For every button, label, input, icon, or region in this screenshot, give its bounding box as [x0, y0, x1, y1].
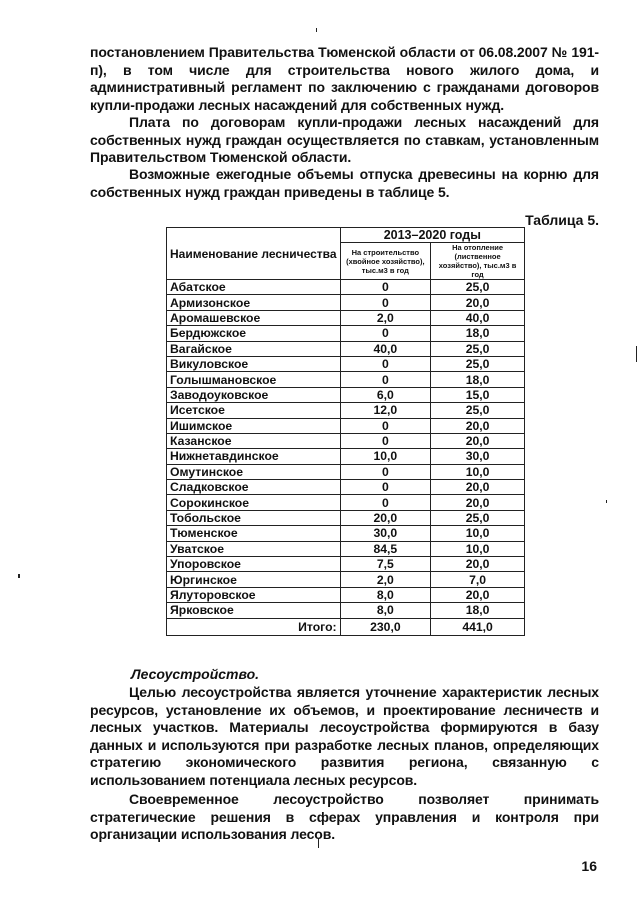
column-header-construction: На строительство (хвойное хозяйство), тыс.м3 в год: [340, 243, 431, 280]
construction-value: 2,0: [340, 310, 431, 325]
forestry-name: Армизонское: [167, 295, 341, 310]
forestry-name: Заводоуковское: [167, 387, 341, 402]
construction-value: 2,0: [340, 572, 431, 587]
construction-value: 0: [340, 418, 431, 433]
column-header-forestry: Наименование лесничества: [167, 228, 341, 280]
construction-value: 0: [340, 495, 431, 510]
heating-value: 20,0: [431, 495, 525, 510]
forestry-name: Уватское: [167, 541, 341, 556]
forestry-name: Ишимское: [167, 418, 341, 433]
column-header-heating: На отопление (лиственное хозяйство), тыс.м3 в год: [431, 243, 525, 280]
heating-value: 25,0: [431, 356, 525, 371]
forestry-name: Абатское: [167, 280, 341, 295]
heating-value: 7,0: [431, 572, 525, 587]
heating-value: 18,0: [431, 372, 525, 387]
column-header-years: 2013–2020 годы: [340, 228, 524, 243]
construction-value: 0: [340, 280, 431, 295]
paragraph-1: постановлением Правительства Тюменской области от 06.08.2007 № 191-п), в том числе для строительства нового жилого дома, и административный регламент по заключению с гражданами договоров купли-продажи лесных насаждений для собственных нужд.: [90, 44, 599, 113]
construction-value: 8,0: [340, 603, 431, 618]
heating-value: 20,0: [431, 295, 525, 310]
construction-value: 10,0: [340, 449, 431, 464]
construction-value: 40,0: [340, 341, 431, 356]
table-row: [167, 572, 525, 587]
page-number: 16: [581, 858, 597, 874]
heating-value: 25,0: [431, 403, 525, 418]
heating-value: 18,0: [431, 326, 525, 341]
construction-value: 0: [340, 480, 431, 495]
table-row: [167, 464, 525, 479]
construction-value: 0: [340, 372, 431, 387]
heating-value: 20,0: [431, 433, 525, 448]
table-body: [167, 280, 525, 619]
scan-mark: [18, 574, 20, 578]
table-row: [167, 433, 525, 448]
total-construction: 230,0: [340, 618, 431, 635]
heating-value: 10,0: [431, 526, 525, 541]
heating-value: 20,0: [431, 480, 525, 495]
table-row: [167, 326, 525, 341]
forestry-name: Юргинское: [167, 572, 341, 587]
forestry-name: Омутинское: [167, 464, 341, 479]
table-row: [167, 403, 525, 418]
table-total-row: [167, 618, 525, 635]
total-label: Итого:: [167, 618, 341, 635]
heating-value: 30,0: [431, 449, 525, 464]
heating-value: 25,0: [431, 280, 525, 295]
table-row: [167, 387, 525, 402]
construction-value: 0: [340, 464, 431, 479]
paragraph-3: Возможные ежегодные объемы отпуска древесины на корню для собственных нужд граждан приведены в таблице 5.: [90, 166, 599, 200]
forestry-name: Голышмановское: [167, 372, 341, 387]
construction-value: 0: [340, 433, 431, 448]
heating-value: 10,0: [431, 541, 525, 556]
forestry-name: Казанское: [167, 433, 341, 448]
table-row: [167, 587, 525, 602]
construction-value: 20,0: [340, 510, 431, 525]
table-row: [167, 526, 525, 541]
section-title: Лесоустройство.: [131, 666, 260, 682]
table-row: [167, 603, 525, 618]
heating-value: 20,0: [431, 418, 525, 433]
table-row: [167, 295, 525, 310]
table-row: [167, 449, 525, 464]
total-heating: 441,0: [431, 618, 525, 635]
construction-value: 7,5: [340, 557, 431, 572]
paragraph-4: Целью лесоустройства является уточнение характеристик лесных ресурсов, установление их объемов, и проектирование лесничеств и лесных участков. Материалы лесоустройства формируются в базу данных и используются при разработке лесных планов, определяющих стратегию экономического развития региона, связанную с использованием потенциала лесных ресурсов.: [90, 684, 599, 788]
forestry-name: Сладковское: [167, 480, 341, 495]
heating-value: 40,0: [431, 310, 525, 325]
heating-value: 25,0: [431, 510, 525, 525]
forestry-name: Сорокинское: [167, 495, 341, 510]
construction-value: 0: [340, 326, 431, 341]
heating-value: 15,0: [431, 387, 525, 402]
table-caption: Таблица 5.: [525, 212, 599, 228]
construction-value: 30,0: [340, 526, 431, 541]
forestry-name: Нижнетавдинское: [167, 449, 341, 464]
forestry-name: Упоровское: [167, 557, 341, 572]
forestry-name: Тюменское: [167, 526, 341, 541]
table-row: [167, 418, 525, 433]
forestry-name: Ялуторовское: [167, 587, 341, 602]
construction-value: 6,0: [340, 387, 431, 402]
forestry-table: [166, 227, 525, 636]
table-row: [167, 310, 525, 325]
forestry-name: Ярковское: [167, 603, 341, 618]
table-row: [167, 557, 525, 572]
forestry-name: Аромашевское: [167, 310, 341, 325]
table-row: [167, 341, 525, 356]
forestry-name: Викуловское: [167, 356, 341, 371]
heating-value: 20,0: [431, 557, 525, 572]
forestry-name: Исетское: [167, 403, 341, 418]
construction-value: 84,5: [340, 541, 431, 556]
heating-value: 10,0: [431, 464, 525, 479]
heating-value: 20,0: [431, 587, 525, 602]
heating-value: 18,0: [431, 603, 525, 618]
scan-mark: [606, 500, 607, 503]
paragraph-2: Плата по договорам купли-продажи лесных насаждений для собственных нужд граждан осуществляется по ставкам, установленным Правительством Тюменской области.: [90, 114, 599, 165]
heating-value: 25,0: [431, 341, 525, 356]
table-row: [167, 480, 525, 495]
forestry-name: Вагайское: [167, 341, 341, 356]
scan-mark: [316, 28, 317, 32]
forestry-name: Бердюжское: [167, 326, 341, 341]
forestry-name: Тобольское: [167, 510, 341, 525]
table-row: [167, 372, 525, 387]
paragraph-5: Своевременное лесоустройство позволяет принимать стратегические решения в сферах управления и контроля при организации использования лесов.: [90, 791, 599, 842]
scan-mark: [636, 346, 637, 362]
table-row: [167, 541, 525, 556]
construction-value: 12,0: [340, 403, 431, 418]
table-row: [167, 280, 525, 295]
construction-value: 0: [340, 295, 431, 310]
table-row: [167, 356, 525, 371]
table-row: [167, 495, 525, 510]
table-row: [167, 510, 525, 525]
construction-value: 0: [340, 356, 431, 371]
construction-value: 8,0: [340, 587, 431, 602]
